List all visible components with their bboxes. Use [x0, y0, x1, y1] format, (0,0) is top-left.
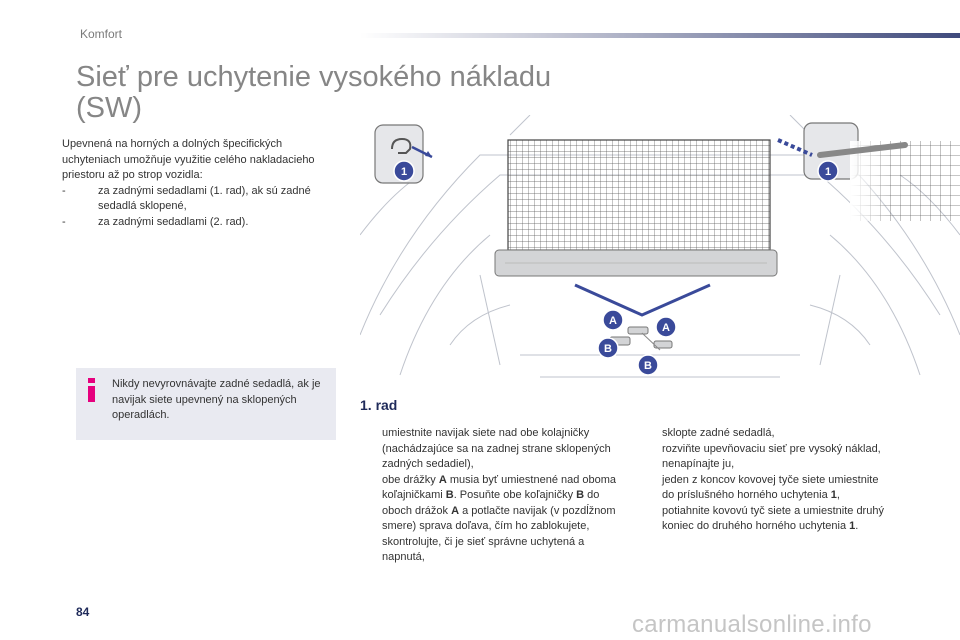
step-item [640, 426, 890, 442]
badge-a-top [603, 310, 623, 330]
badge-label: A [609, 315, 617, 327]
badge-1-left [394, 161, 414, 181]
badge-label: B [644, 360, 652, 372]
header-bar [360, 33, 960, 38]
direction-arrow [575, 285, 710, 315]
intro-item [62, 215, 342, 231]
step-text: jeden z koncov kovovej tyče siete umiestnite do príslušného horného uchytenia 1, [662, 473, 879, 501]
intro-paragraph: Upevnená na horných a dolných špecifických uchyteniach umožňuje využitie celého nakladacieho priestoru až po strop vozidla: [62, 138, 315, 181]
badge-label: 1 [400, 166, 408, 178]
badge-label: B [604, 343, 612, 355]
info-box [76, 368, 336, 440]
step-item [640, 504, 890, 535]
page-number: 84 [76, 605, 90, 619]
badge-b-left [598, 338, 618, 358]
intro-item-text: za zadnými sedadlami (2. rad). [98, 215, 249, 228]
step-text: sklopte zadné sedadlá, [662, 427, 775, 439]
step-text: potiahnite kovovú tyč siete a umiestnite druhý koniec do druhého horného uchytenia 1. [662, 504, 884, 532]
badge-1-right [818, 161, 838, 181]
step-text: skontrolujte, či je sieť správne uchytená a napnutá, [382, 535, 585, 563]
intro-item [62, 184, 342, 215]
step-item [640, 473, 890, 504]
step-item [360, 473, 620, 535]
step-text: obe drážky A musia byť umiestnené nad oboma koľajničkami B. Posuňte obe koľajničky B do oboch drážok A a potlačte navijak (v pozdĺžnom smere) sprava doľava, čím ho zablokujete, [382, 473, 617, 532]
top-right-anchor [778, 123, 960, 221]
dash-marker: - [62, 184, 66, 197]
badge-label: 1 [824, 166, 832, 178]
cargo-net [508, 140, 770, 250]
badge-a-right [656, 317, 676, 337]
step-item [360, 535, 620, 566]
step-item [640, 442, 890, 473]
section-heading: 1. rad [360, 397, 398, 413]
step-text: rozviňte upevňovaciu sieť pre vysoký náklad, nenapínajte ju, [662, 442, 881, 470]
badge-b-bottom [638, 355, 658, 375]
title-line-1: Sieť pre uchytenie vysokého nákladu [76, 61, 552, 93]
info-text: Nikdy nevyrovnávajte zadné sedadlá, ak je navijak siete upevnený na sklopených operadlách. [112, 378, 321, 421]
title-line-2: (SW) [76, 92, 143, 124]
watermark: carmanualsonline.info [632, 611, 872, 638]
info-icon [86, 378, 98, 402]
intro-text [62, 137, 342, 230]
badge-label: A [662, 322, 670, 334]
cargo-net-illustration [360, 115, 960, 388]
dash-marker: - [62, 215, 66, 228]
steps-column-2 [640, 426, 890, 535]
section-name: Komfort [80, 27, 123, 41]
steps-column-1 [360, 426, 620, 566]
step-text: umiestnite navijak siete nad obe kolajničky (nachádzajúce sa na zadnej strane sklopených zadných sedadiel), [382, 427, 611, 470]
intro-item-text: za zadnými sedadlami (1. rad), ak sú zadné sedadlá sklopené, [98, 184, 311, 212]
step-item [360, 426, 620, 473]
